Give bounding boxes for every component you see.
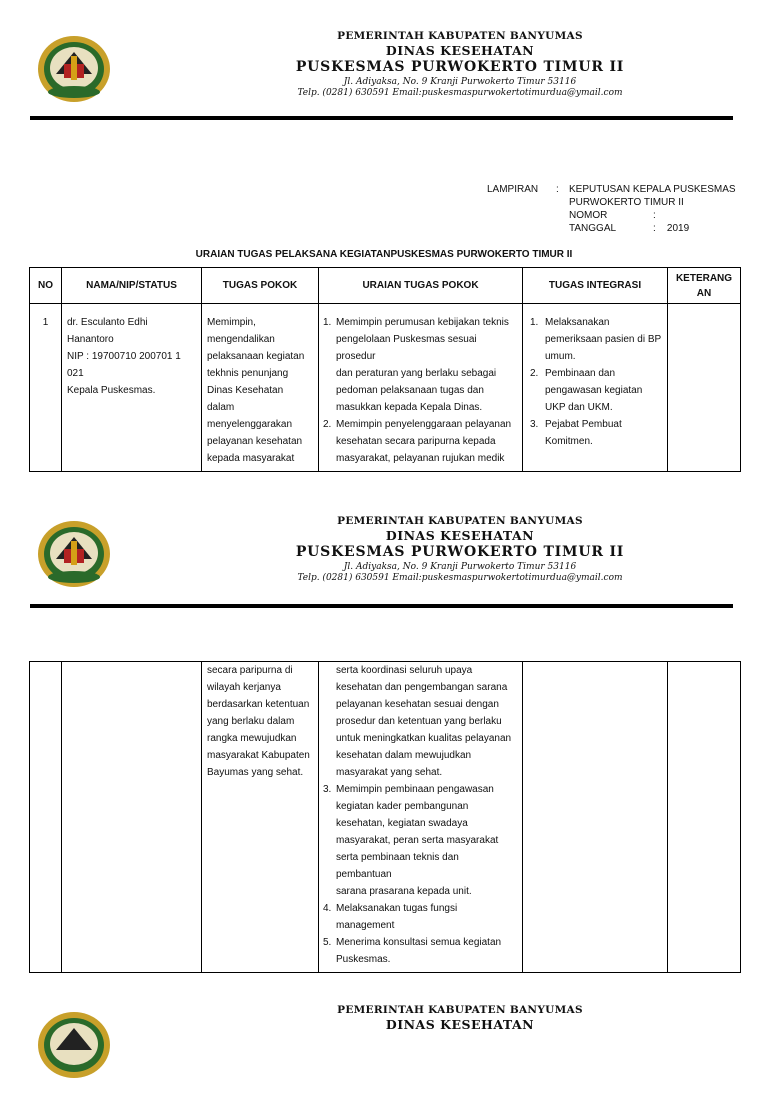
list-item <box>528 416 662 450</box>
lampiran-colon: : <box>556 184 559 195</box>
list-number: 1. <box>323 317 332 328</box>
puskesmas-line: PUSKESMAS PURWOKERTO TIMUR II <box>295 59 625 75</box>
text-line: Memimpin penyelenggaraan pelayanan <box>336 419 512 430</box>
text-line: dan peraturan yang berlaku sebagai <box>336 368 497 379</box>
tanggal-label: TANGGAL <box>569 223 617 234</box>
staff-info <box>62 304 201 403</box>
text-line: pengelolaan Puskesmas sesuai prosedur <box>336 334 477 362</box>
tugas-pokok-cell <box>202 304 318 471</box>
table-row <box>30 304 741 472</box>
text-line: sarana prasarana kepada unit. <box>336 886 472 897</box>
staff-nip: NIP : 19700710 200701 1 021 <box>67 351 181 379</box>
banyumas-emblem-logo <box>36 1010 112 1080</box>
tugas-pokok-cell <box>202 662 318 785</box>
text-line: kesehatan dalam mewujudkan <box>336 750 472 761</box>
text-line: Pembinaan dan <box>545 368 616 379</box>
list-item <box>323 416 517 467</box>
staff-info-cont <box>62 662 202 973</box>
header-no: NO <box>30 268 62 304</box>
banyumas-emblem-logo <box>36 34 112 104</box>
text-line: Bayumas yang sehat. <box>207 767 304 778</box>
integrasi-cell-cont <box>523 662 668 973</box>
govt-line: PEMERINTAH KABUPATEN BANYUMAS <box>337 30 583 42</box>
lampiran-line2: PURWOKERTO TIMUR II <box>569 197 684 208</box>
document-title: URAIAN TUGAS PELAKSANA KEGIATANPUSKESMAS PURWOKERTO TIMUR II <box>195 249 573 260</box>
text-line: tekhnis penunjang <box>207 368 289 379</box>
text-line: pelayanan kesehatan sesuai dengan <box>336 699 499 710</box>
text-line: pelayanan kesehatan <box>207 436 303 447</box>
govt-line: PEMERINTAH KABUPATEN BANYUMAS <box>337 1004 583 1016</box>
text-line: masukkan kepada Kepala Dinas. <box>336 402 483 413</box>
list-number: 2. <box>530 368 539 379</box>
uraian-list <box>323 314 517 467</box>
dept-line: DINAS KESEHATAN <box>385 528 535 543</box>
text-line: masyarakat yang sehat. <box>336 767 443 778</box>
dept-line: DINAS KESEHATAN <box>385 1017 535 1032</box>
row-no-cont <box>30 662 62 973</box>
integrasi-cell <box>523 304 667 454</box>
text-line: masyarakat, peran serta masyarakat <box>336 835 499 846</box>
text-line: Melaksanakan <box>545 317 610 328</box>
staff-status: Kepala Puskesmas. <box>67 385 156 396</box>
text-line: Melaksanakan tugas fungsi management <box>336 903 458 931</box>
tanggal-value: : 2019 <box>653 223 690 234</box>
text-line: pengawasan kegiatan <box>545 385 643 396</box>
text-line: Pejabat Pembuat <box>545 419 622 430</box>
text-line: Puskesmas. <box>336 954 391 965</box>
list-item <box>323 781 517 900</box>
text-line: wilayah kerjanya <box>207 682 281 693</box>
lampiran-line1: KEPUTUSAN KEPALA PUSKESMAS <box>569 184 736 195</box>
keterangan-cell-cont <box>668 662 741 973</box>
contact-line: Telp. (0281) 630591 Email:puskesmaspurwokertotimurdua@ymail.com <box>297 88 623 98</box>
list-item <box>323 934 517 968</box>
list-number: 3. <box>530 419 539 430</box>
list-item <box>323 900 517 934</box>
nomor-colon: : <box>653 210 656 221</box>
text-line: Komitmen. <box>545 436 593 447</box>
text-line: pemeriksaan pasien di BP <box>545 334 662 345</box>
text-line: serta pembinaan teknis dan pembantuan <box>336 852 459 880</box>
uraian-cell <box>319 304 522 471</box>
lampiran-label: LAMPIRAN <box>487 184 539 195</box>
text-line: umum. <box>545 351 576 362</box>
header-uraian: URAIAN TUGAS POKOK <box>319 268 523 304</box>
text-line: kegiatan kader pembangunan <box>336 801 469 812</box>
banyumas-emblem-logo <box>36 519 112 589</box>
text-line: menyelenggarakan <box>207 419 293 430</box>
letterhead <box>0 515 768 615</box>
address-line: Jl. Adiyaksa, No. 9 Kranji Purwokerto Timur 53116 <box>343 77 577 87</box>
staff-name: dr. Esculanto Edhi Hanantoro <box>67 317 148 345</box>
list-item <box>323 314 517 416</box>
table-header-row <box>30 268 741 304</box>
text-line: Memimpin, <box>207 317 256 328</box>
duty-table-page2 <box>29 661 741 973</box>
list-item <box>528 365 662 416</box>
table-row <box>30 662 741 973</box>
header-integrasi: TUGAS INTEGRASI <box>523 268 668 304</box>
list-number: 4. <box>323 903 332 914</box>
text-line: pedoman pelaksanaan tugas dan <box>336 385 484 396</box>
text-line: secara paripurna di <box>207 665 293 676</box>
text-line: kepada masyarakat <box>207 453 295 464</box>
header-nama: NAMA/NIP/STATUS <box>62 268 202 304</box>
text-line: Dinas Kesehatan dalam <box>207 385 284 413</box>
list-number: 1. <box>530 317 539 328</box>
letterhead <box>0 1004 768 1104</box>
text-line: untuk meningkatkan kualitas pelayanan <box>336 733 512 744</box>
text-line: serta koordinasi seluruh upaya <box>336 665 473 676</box>
letterhead <box>0 30 768 130</box>
list-item-continuation <box>323 662 517 781</box>
contact-line: Telp. (0281) 630591 Email:puskesmaspurwokertotimurdua@ymail.com <box>297 573 623 583</box>
dept-line: DINAS KESEHATAN <box>385 43 535 58</box>
govt-line: PEMERINTAH KABUPATEN BANYUMAS <box>337 515 583 527</box>
text-line: prosedur dan ketentuan yang berlaku <box>336 716 502 727</box>
text-line: mengendalikan <box>207 334 275 345</box>
text-line: masyarakat, pelayanan rujukan medik <box>336 453 505 464</box>
address-line: Jl. Adiyaksa, No. 9 Kranji Purwokerto Timur 53116 <box>343 562 577 572</box>
header-tugas-pokok: TUGAS POKOK <box>202 268 319 304</box>
nomor-label: NOMOR <box>569 210 608 221</box>
text-line: kesehatan, kegiatan swadaya <box>336 818 468 829</box>
text-line: pelaksanaan kegiatan <box>207 351 305 362</box>
list-item <box>528 314 662 365</box>
text-line: kesehatan secara paripurna kepada <box>336 436 496 447</box>
text-line: Menerima konsultasi semua kegiatan <box>336 937 502 948</box>
list-number: 5. <box>323 937 332 948</box>
text-line: UKP dan UKM. <box>545 402 613 413</box>
list-number: 3. <box>323 784 332 795</box>
text-line: kesehatan dan pengembangan sarana <box>336 682 508 693</box>
uraian-cell <box>319 662 522 972</box>
duty-table-page1 <box>29 267 741 472</box>
keterangan-cell <box>668 304 741 472</box>
puskesmas-line: PUSKESMAS PURWOKERTO TIMUR II <box>295 544 625 560</box>
header-keterangan-line2: AN <box>696 287 712 299</box>
header-keterangan-line1: KETERANG <box>675 272 733 284</box>
text-line: Memimpin perumusan kebijakan teknis <box>336 317 509 328</box>
list-number: 2. <box>323 419 332 430</box>
row-no: 1 <box>42 317 49 328</box>
header-rule <box>30 604 733 608</box>
header-rule <box>30 116 733 120</box>
text-line: masyarakat Kabupaten <box>207 750 310 761</box>
text-line: rangka mewujudkan <box>207 733 297 744</box>
text-line: Memimpin pembinaan pengawasan <box>336 784 494 795</box>
text-line: yang berlaku dalam <box>207 716 295 727</box>
text-line: berdasarkan ketentuan <box>207 699 310 710</box>
header-keterangan <box>668 268 741 304</box>
